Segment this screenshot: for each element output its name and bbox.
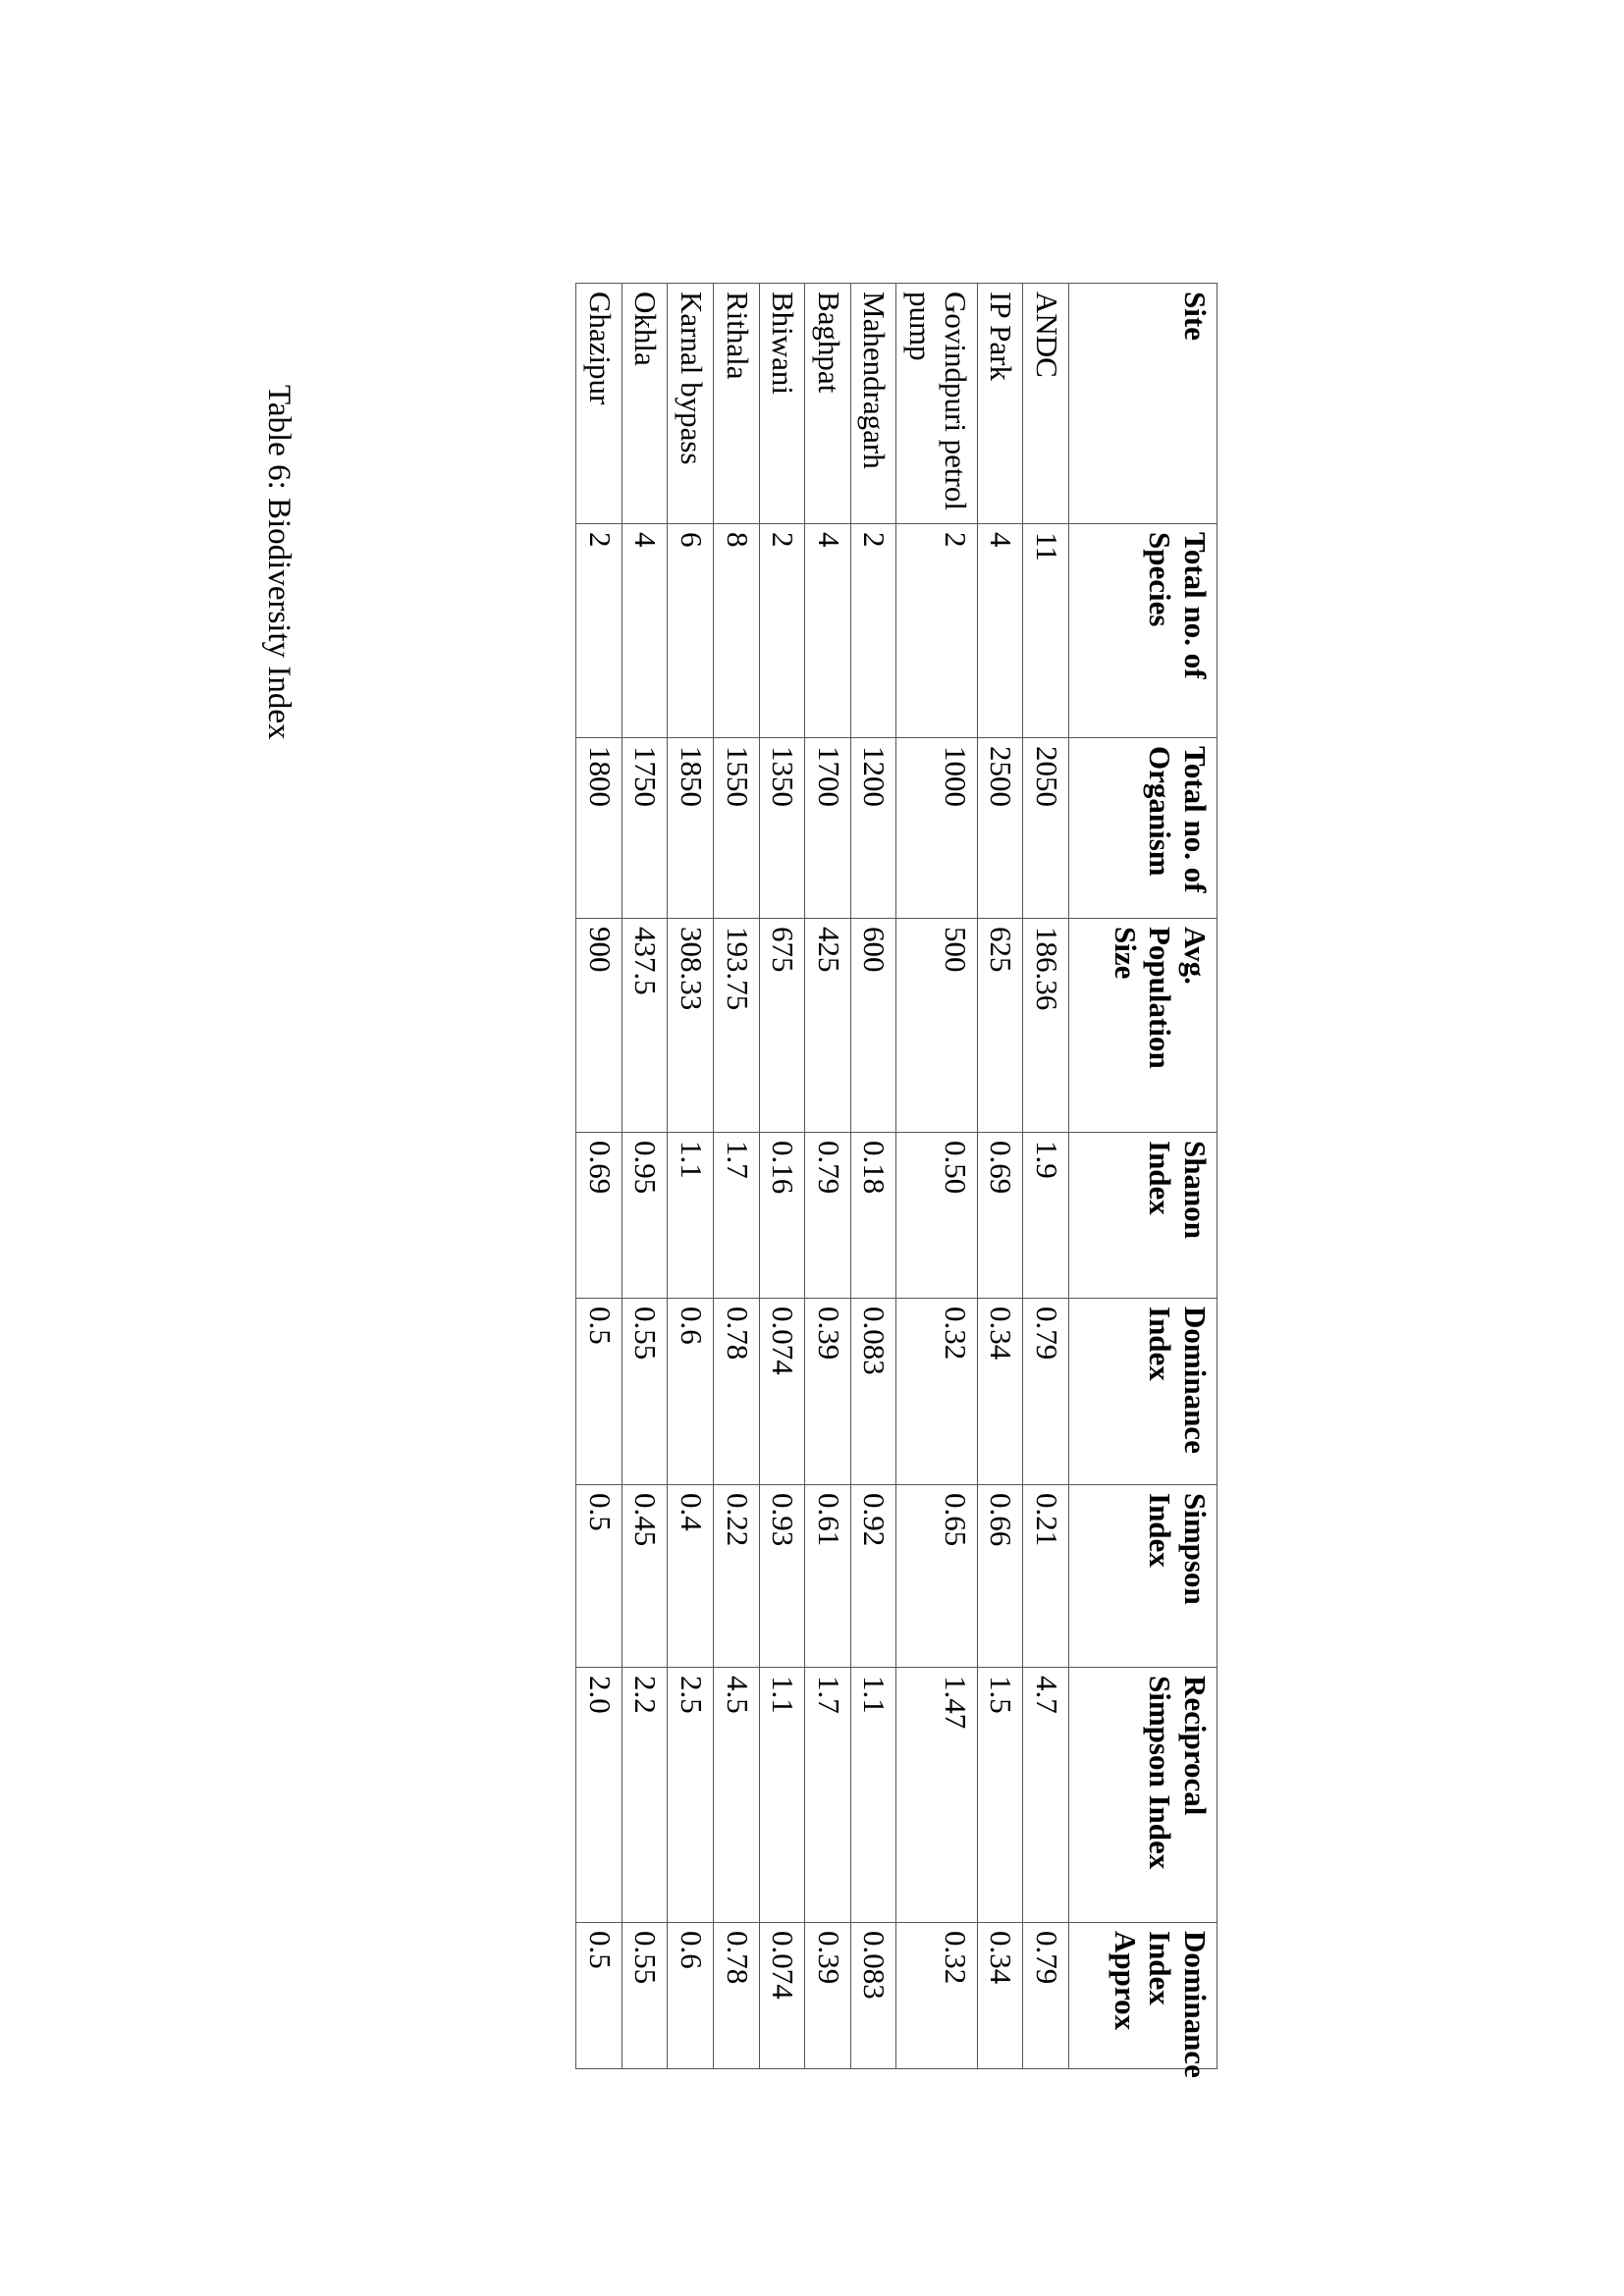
cell-dominance-index: 0.39 [805, 1299, 851, 1485]
cell-dominance-approx: 0.5 [575, 1923, 622, 2069]
cell-dominance-approx: 0.6 [668, 1923, 714, 2069]
cell-total-organism: 1550 [713, 738, 759, 919]
cell-simpson-index: 0.4 [668, 1485, 714, 1668]
cell-simpson-index: 0.5 [575, 1485, 622, 1668]
cell-site: Mahendragarh [850, 284, 896, 524]
table-row [850, 284, 896, 2069]
cell-total-species: 4 [977, 524, 1023, 738]
cell-site: Baghpat [805, 284, 851, 524]
cell-total-organism: 1800 [575, 738, 622, 919]
table-row [575, 284, 622, 2069]
cell-dominance-approx: 0.32 [896, 1923, 977, 2069]
cell-simpson-index: 0.65 [896, 1485, 977, 1668]
header-simpson-index: Simpson Index [1069, 1485, 1218, 1668]
cell-site: Govindpuri petrol pump [896, 284, 977, 524]
cell-simpson-index: 0.92 [850, 1485, 896, 1668]
cell-dominance-approx: 0.083 [850, 1923, 896, 2069]
header-shanon-index: Shanon Index [1069, 1133, 1218, 1299]
cell-dominance-approx: 0.39 [805, 1923, 851, 2069]
cell-dominance-approx: 0.79 [1023, 1923, 1069, 2069]
header-dominance-index: Dominance Index [1069, 1299, 1218, 1485]
cell-total-species: 2 [575, 524, 622, 738]
cell-simpson-index: 0.66 [977, 1485, 1023, 1668]
cell-avg-population: 600 [850, 919, 896, 1133]
cell-reciprocal-simpson: 1.47 [896, 1668, 977, 1923]
table-row [759, 284, 805, 2069]
cell-site: ANDC [1023, 284, 1069, 524]
cell-site: Bhiwani [759, 284, 805, 524]
header-total-species: Total no. of Species [1069, 524, 1218, 738]
cell-total-organism: 2500 [977, 738, 1023, 919]
cell-shanon-index: 0.69 [575, 1133, 622, 1299]
cell-shanon-index: 1.7 [713, 1133, 759, 1299]
cell-dominance-approx: 0.78 [713, 1923, 759, 2069]
cell-total-organism: 1700 [805, 738, 851, 919]
cell-reciprocal-simpson: 1.7 [805, 1668, 851, 1923]
table-row [977, 284, 1023, 2069]
biodiversity-table [575, 283, 1218, 2078]
cell-reciprocal-simpson: 2.5 [668, 1668, 714, 1923]
cell-avg-population: 437.5 [622, 919, 668, 1133]
cell-dominance-index: 0.34 [977, 1299, 1023, 1485]
table-row [1023, 284, 1069, 2069]
cell-shanon-index: 1.9 [1023, 1133, 1069, 1299]
table-row [896, 284, 977, 2069]
cell-total-organism: 1200 [850, 738, 896, 919]
cell-dominance-approx: 0.55 [622, 1923, 668, 2069]
cell-dominance-approx: 0.074 [759, 1923, 805, 2069]
cell-dominance-index: 0.6 [668, 1299, 714, 1485]
cell-avg-population: 308.33 [668, 919, 714, 1133]
cell-dominance-index: 0.78 [713, 1299, 759, 1485]
cell-dominance-index: 0.074 [759, 1299, 805, 1485]
cell-dominance-index: 0.32 [896, 1299, 977, 1485]
header-dominance-approx: Dominance Index Approx [1069, 1923, 1218, 2069]
cell-avg-population: 500 [896, 919, 977, 1133]
cell-reciprocal-simpson: 2.0 [575, 1668, 622, 1923]
cell-site: Okhla [622, 284, 668, 524]
cell-avg-population: 675 [759, 919, 805, 1133]
cell-site: IP Park [977, 284, 1023, 524]
cell-simpson-index: 0.22 [713, 1485, 759, 1668]
cell-shanon-index: 1.1 [668, 1133, 714, 1299]
cell-total-organism: 1850 [668, 738, 714, 919]
cell-total-species: 6 [668, 524, 714, 738]
cell-avg-population: 186.36 [1023, 919, 1069, 1133]
cell-shanon-index: 0.50 [896, 1133, 977, 1299]
header-avg-population: Avg. Population Size [1069, 919, 1218, 1133]
cell-total-species: 4 [805, 524, 851, 738]
cell-avg-population: 425 [805, 919, 851, 1133]
table-row [622, 284, 668, 2069]
table-caption: Table 6: Biodiversity Index [261, 385, 297, 740]
cell-reciprocal-simpson: 2.2 [622, 1668, 668, 1923]
cell-avg-population: 900 [575, 919, 622, 1133]
cell-total-species: 11 [1023, 524, 1069, 738]
header-reciprocal-simpson: Reciprocal Simpson Index [1069, 1668, 1218, 1923]
cell-dominance-approx: 0.34 [977, 1923, 1023, 2069]
cell-total-organism: 1350 [759, 738, 805, 919]
cell-shanon-index: 0.69 [977, 1133, 1023, 1299]
cell-total-species: 2 [896, 524, 977, 738]
cell-simpson-index: 0.93 [759, 1485, 805, 1668]
header-total-organism: Total no. of Organism [1069, 738, 1218, 919]
cell-dominance-index: 0.79 [1023, 1299, 1069, 1485]
cell-shanon-index: 0.79 [805, 1133, 851, 1299]
cell-reciprocal-simpson: 4.7 [1023, 1668, 1069, 1923]
table-row [668, 284, 714, 2069]
cell-avg-population: 193.75 [713, 919, 759, 1133]
cell-dominance-index: 0.083 [850, 1299, 896, 1485]
cell-shanon-index: 0.18 [850, 1133, 896, 1299]
cell-total-organism: 2050 [1023, 738, 1069, 919]
table-row [713, 284, 759, 2069]
cell-simpson-index: 0.61 [805, 1485, 851, 1668]
cell-shanon-index: 0.16 [759, 1133, 805, 1299]
cell-site: Karnal bypass [668, 284, 714, 524]
cell-reciprocal-simpson: 1.1 [759, 1668, 805, 1923]
cell-total-species: 4 [622, 524, 668, 738]
rotated-page-content [0, 188, 1218, 2078]
cell-total-species: 2 [759, 524, 805, 738]
header-site: Site [1069, 284, 1218, 524]
cell-total-species: 2 [850, 524, 896, 738]
cell-reciprocal-simpson: 4.5 [713, 1668, 759, 1923]
cell-avg-population: 625 [977, 919, 1023, 1133]
cell-site: Rithala [713, 284, 759, 524]
cell-reciprocal-simpson: 1.1 [850, 1668, 896, 1923]
cell-dominance-index: 0.55 [622, 1299, 668, 1485]
cell-dominance-index: 0.5 [575, 1299, 622, 1485]
cell-total-organism: 1000 [896, 738, 977, 919]
table-header-row [1069, 284, 1218, 2069]
cell-reciprocal-simpson: 1.5 [977, 1668, 1023, 1923]
cell-shanon-index: 0.95 [622, 1133, 668, 1299]
cell-site: Ghazipur [575, 284, 622, 524]
cell-total-organism: 1750 [622, 738, 668, 919]
cell-simpson-index: 0.45 [622, 1485, 668, 1668]
table-row [805, 284, 851, 2069]
cell-total-species: 8 [713, 524, 759, 738]
cell-simpson-index: 0.21 [1023, 1485, 1069, 1668]
